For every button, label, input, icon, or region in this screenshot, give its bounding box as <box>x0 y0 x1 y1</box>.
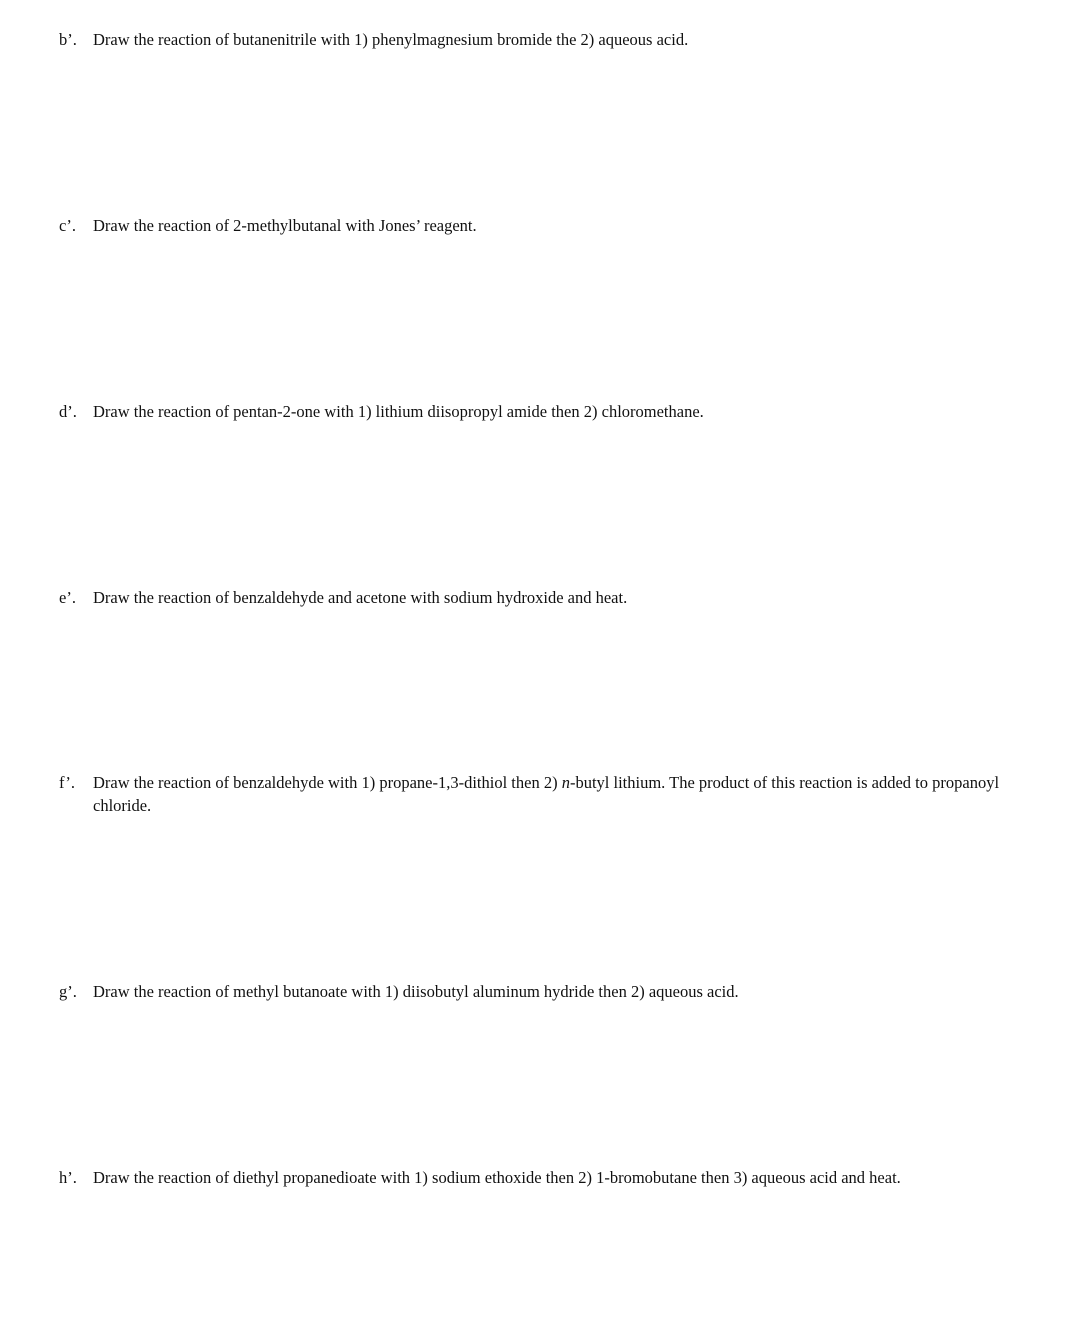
question-label: g’. <box>59 982 77 1001</box>
question-text-part: -butyl lithium. The product of this reaction is added to propanoyl chloride. <box>93 773 1000 815</box>
question-text-part: Draw the reaction of benzaldehyde with 1) propane-1,3-dithiol then 2) <box>93 773 562 792</box>
question-text: Draw the reaction of 2-methylbutanal with Jones’ reagent. <box>93 216 477 235</box>
question-label: e’. <box>59 588 76 607</box>
question-text: Draw the reaction of methyl butanoate with 1) diisobutyl aluminum hydride then 2) aqueous acid. <box>93 982 739 1001</box>
question-label: d’. <box>59 402 77 421</box>
question-label: h’. <box>59 1168 77 1187</box>
question-text: Draw the reaction of butanenitrile with 1) phenylmagnesium bromide the 2) aqueous acid. <box>93 30 689 49</box>
question-label: c’. <box>59 216 76 235</box>
question-text: Draw the reaction of diethyl propanedioate with 1) sodium ethoxide then 2) 1-bromobutane then 3) aqueous acid and heat. <box>93 1168 901 1187</box>
question-text: Draw the reaction of benzaldehyde and acetone with sodium hydroxide and heat. <box>93 588 628 607</box>
question-text <box>93 771 1013 817</box>
question-text: Draw the reaction of pentan-2-one with 1) lithium diisopropyl amide then 2) chloromethane. <box>93 402 704 421</box>
italic-n: n <box>561 773 570 792</box>
question-label: f’. <box>59 773 76 792</box>
question-label: b’. <box>59 30 77 49</box>
